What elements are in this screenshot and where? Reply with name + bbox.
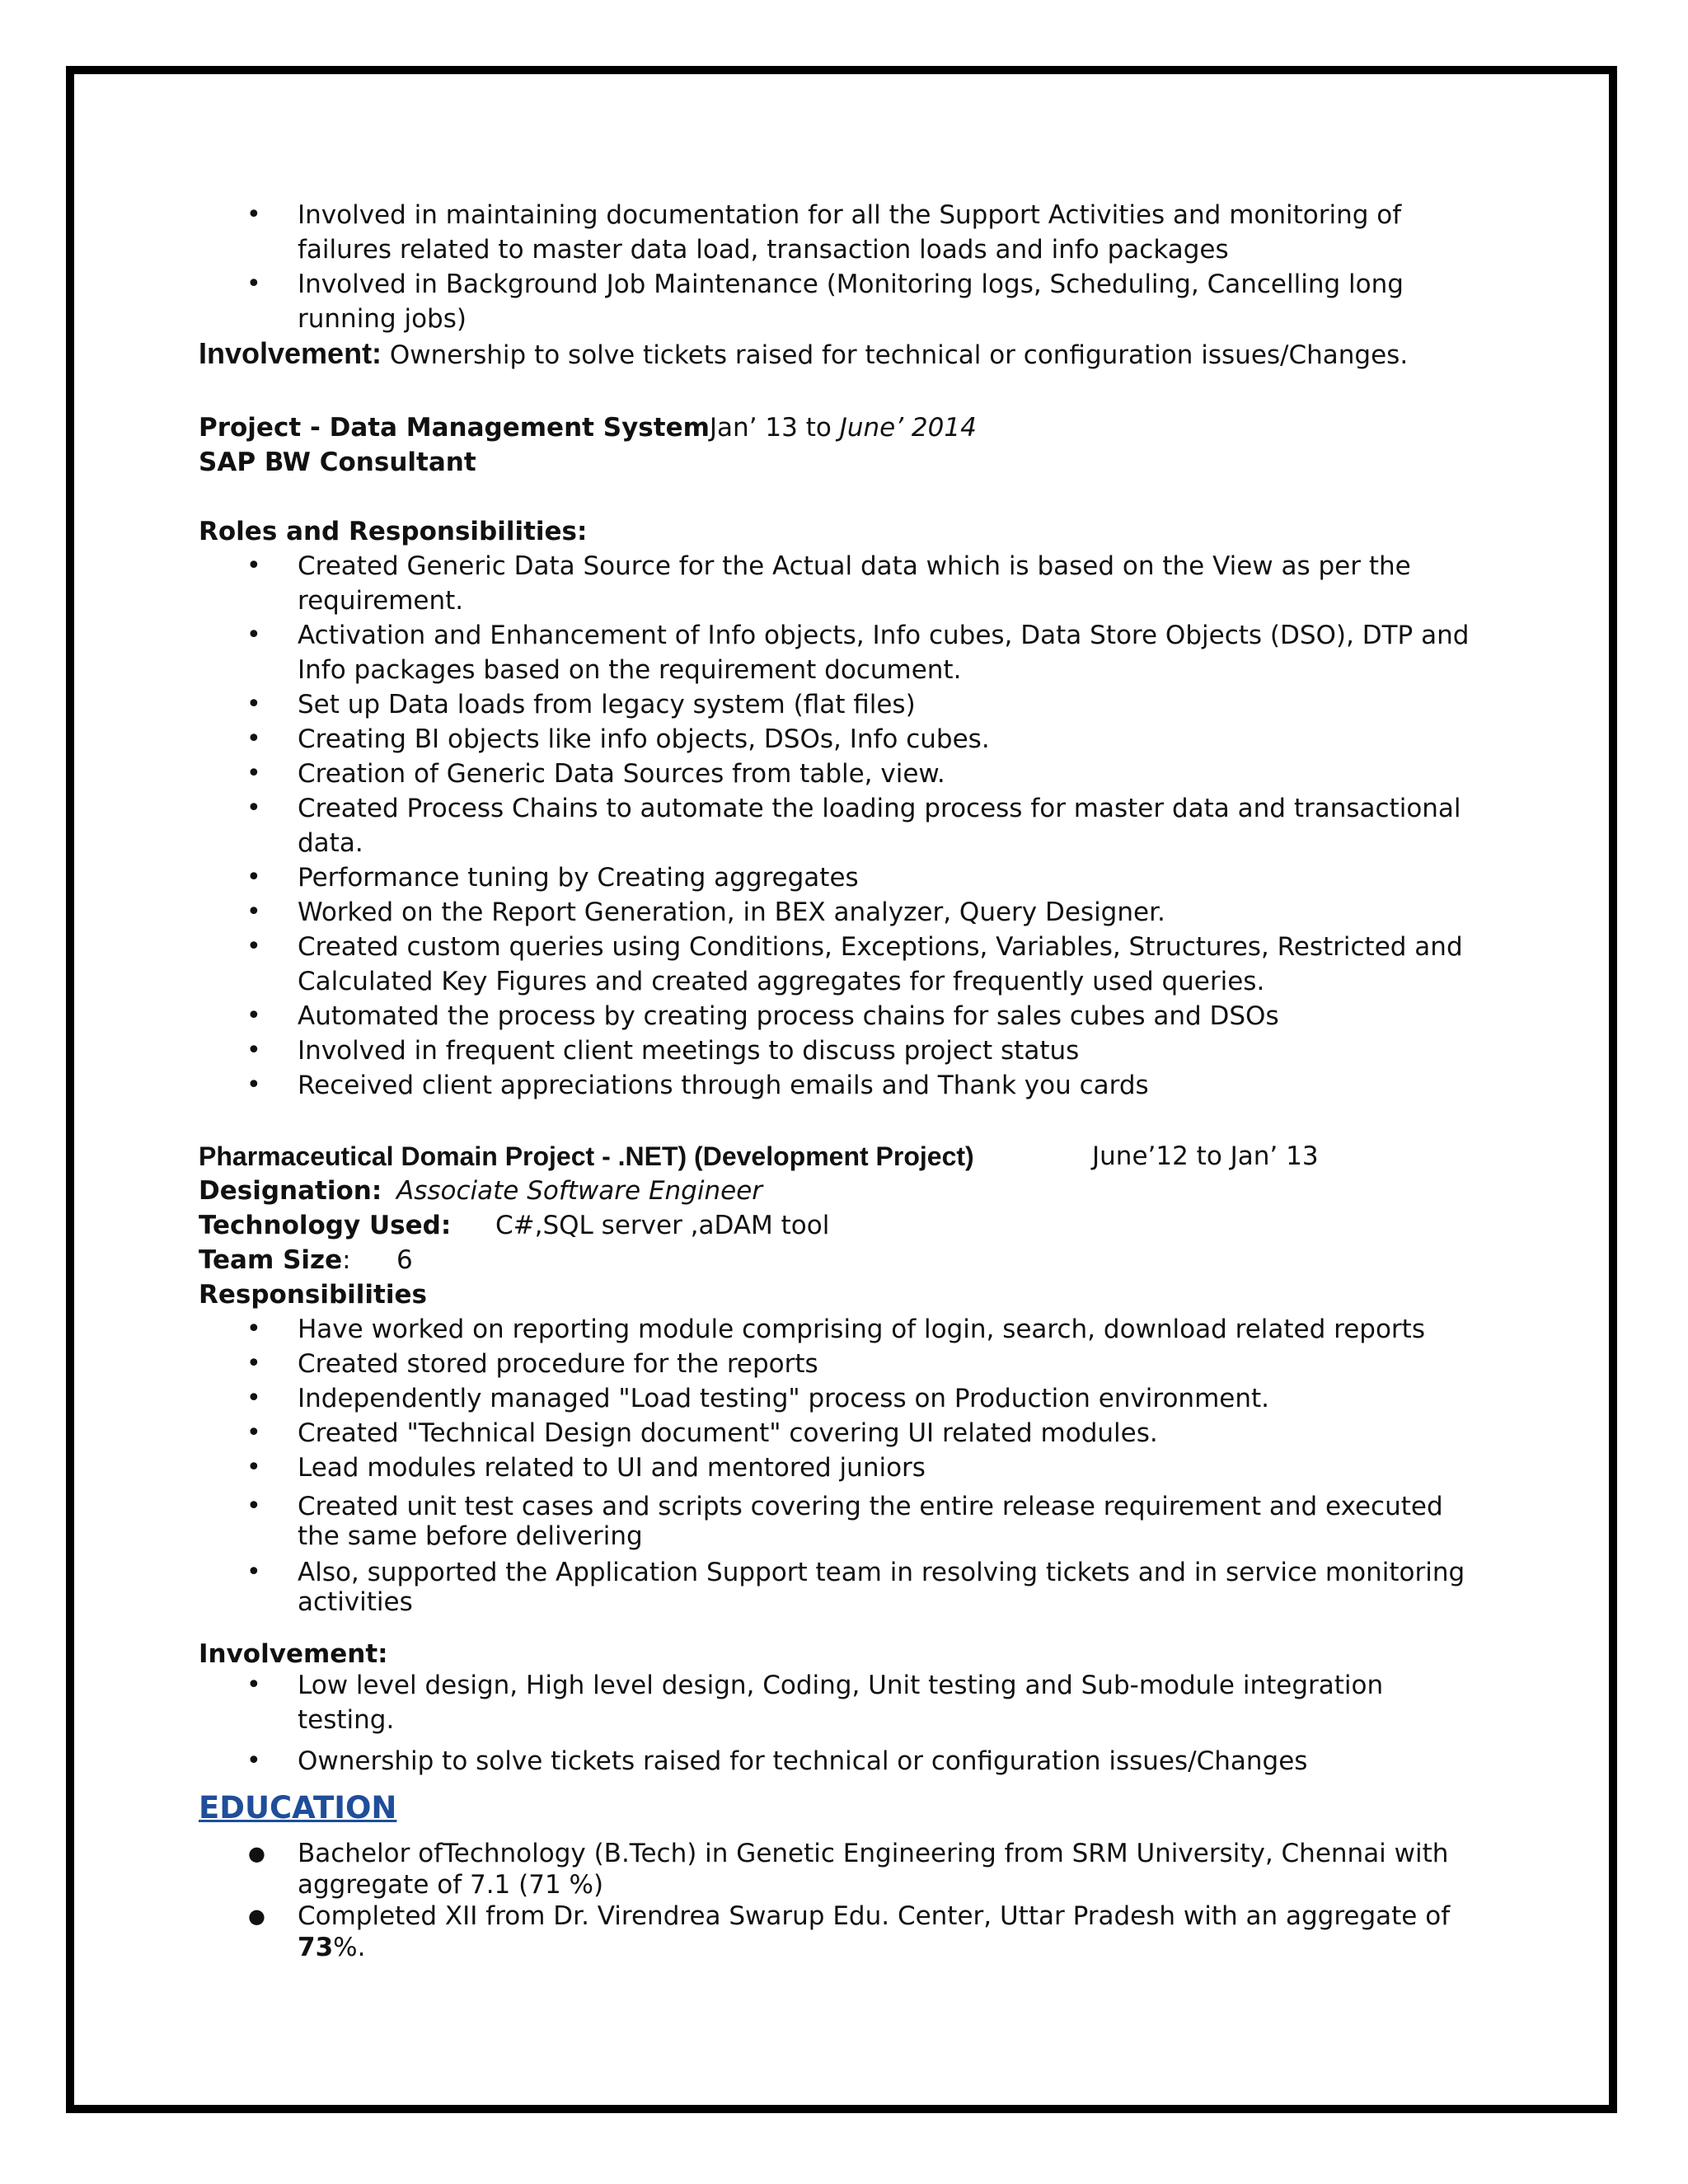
project-pharma-title: Pharmaceutical Domain Project - .NET) (Development Project): [199, 1141, 974, 1171]
project-pharma-title-line: [199, 1139, 1484, 1174]
top-bullet-section: [199, 198, 1484, 336]
bullet-item: • Low level design, High level design, Coding, Unit testing and Sub-module integration testing.: [199, 1668, 1484, 1737]
bullet-item: • Lead modules related to UI and mentored juniors: [199, 1451, 1484, 1485]
education-section: [199, 1838, 1484, 1963]
education-percentage: 73: [298, 1933, 334, 1962]
bullet-item: • Involved in maintaining documentation for all the Support Activities and monitoring of failures related to master data load, transaction loads and info packages: [199, 198, 1484, 267]
technology-value: C#,SQL server ,aDAM tool: [495, 1211, 830, 1240]
bullet-item: • Involved in frequent client meetings to discuss project status: [199, 1033, 1484, 1068]
education-item: [199, 1900, 1484, 1963]
bullet-item: • Have worked on reporting module comprising of login, search, download related reports: [199, 1312, 1484, 1347]
bullet-item: • Created custom queries using Conditions, Exceptions, Variables, Structures, Restricted and Calculated Key Figures and created aggregates for frequently used queries.: [199, 930, 1484, 999]
project-dms-header: [199, 410, 1484, 480]
involvement-bullet-list: [199, 1668, 1484, 1779]
pharma-bullet-list-a: [199, 1312, 1484, 1485]
bullet-item: • Performance tuning by Creating aggregates: [199, 860, 1484, 895]
pharma-bullets-a-section: [199, 1312, 1484, 1485]
bullet-item: • Creation of Generic Data Sources from table, view.: [199, 757, 1484, 791]
project-dms-bullets-section: [199, 549, 1484, 1103]
education-list: [199, 1838, 1484, 1963]
bullet-item: • Independently managed "Load testing" process on Production environment.: [199, 1381, 1484, 1416]
bullet-item: • Involved in Background Job Maintenance (Monitoring logs, Scheduling, Cancelling long running jobs): [199, 267, 1484, 336]
pharma-bullets-b-section: [199, 1492, 1484, 1624]
involvement-text: Ownership to solve tickets raised for technical or configuration issues/Changes.: [382, 340, 1409, 370]
bullet-item: • Also, supported the Application Support team in resolving tickets and in service monitoring activities: [199, 1558, 1484, 1617]
project-pharma-dates: June’12 to Jan’ 13: [1092, 1141, 1319, 1171]
education-item: ● Bachelor ofTechnology (B.Tech) in Genetic Engineering from SRM University, Chennai with aggregate of 7.1 (71 %): [199, 1838, 1484, 1900]
bullet-item: • Created Generic Data Source for the Actual data which is based on the View as per the requirement.: [199, 549, 1484, 618]
pharma-bullet-list-b: [199, 1492, 1484, 1617]
education-heading: EDUCATION: [199, 1790, 397, 1825]
project-dms-title: Project - Data Management System: [199, 413, 710, 443]
involvement-line: [199, 336, 1484, 373]
bullet-item: • Created "Technical Design document" covering UI related modules.: [199, 1416, 1484, 1451]
involvement-bullets-section: [199, 1668, 1484, 1785]
bullet-item: • Created unit test cases and scripts covering the entire release requirement and executed the same before delivering: [199, 1492, 1484, 1551]
bullet-item: • Created Process Chains to automate the loading process for master data and transactional data.: [199, 791, 1484, 860]
designation-line: [199, 1174, 1484, 1208]
team-size-value: 6: [396, 1245, 413, 1275]
education-item-text: Completed XII from Dr. Virendrea Swarup Edu. Center, Uttar Pradesh with an aggregate of: [298, 1901, 1451, 1931]
responsibilities-heading: Responsibilities: [199, 1280, 427, 1310]
top-bullet-list: [199, 198, 1484, 336]
project-dms-date-end: June’ 2014: [839, 413, 977, 443]
bullet-item: • Worked on the Report Generation, in BEX analyzer, Query Designer.: [199, 895, 1484, 930]
technology-line: [199, 1208, 1484, 1243]
project-dms-date-start: Jan’ 13 to: [709, 413, 840, 443]
bullet-item: • Set up Data loads from legacy system (flat files): [199, 687, 1484, 722]
education-item-suffix: %.: [333, 1933, 366, 1962]
designation-value: Associate Software Engineer: [396, 1176, 763, 1206]
bullet-item: • Activation and Enhancement of Info objects, Info cubes, Data Store Objects (DSO), DTP and Info packages based on the requirement document.: [199, 618, 1484, 687]
technology-label: Technology Used:: [199, 1211, 452, 1240]
bullet-item: • Created stored procedure for the reports: [199, 1347, 1484, 1381]
involvement-heading: Involvement:: [199, 1639, 388, 1669]
team-size-label: Team Size: [199, 1245, 343, 1275]
involvement-label: Involvement:: [199, 336, 382, 370]
bullet-item: • Ownership to solve tickets raised for technical or configuration issues/Changes: [199, 1744, 1484, 1779]
project-dms-bullet-list: [199, 549, 1484, 1103]
bullet-item: • Creating BI objects like info objects, DSOs, Info cubes.: [199, 722, 1484, 757]
designation-label: Designation:: [199, 1176, 382, 1206]
team-size-colon: :: [342, 1245, 351, 1275]
team-size-line: [199, 1243, 1484, 1277]
project-dms-role: SAP BW Consultant: [199, 448, 476, 477]
roles-heading: Roles and Responsibilities:: [199, 517, 588, 546]
project-dms-title-line: [199, 410, 1484, 445]
bullet-item: • Received client appreciations through emails and Thank you cards: [199, 1068, 1484, 1103]
bullet-item: • Automated the process by creating process chains for sales cubes and DSOs: [199, 999, 1484, 1033]
